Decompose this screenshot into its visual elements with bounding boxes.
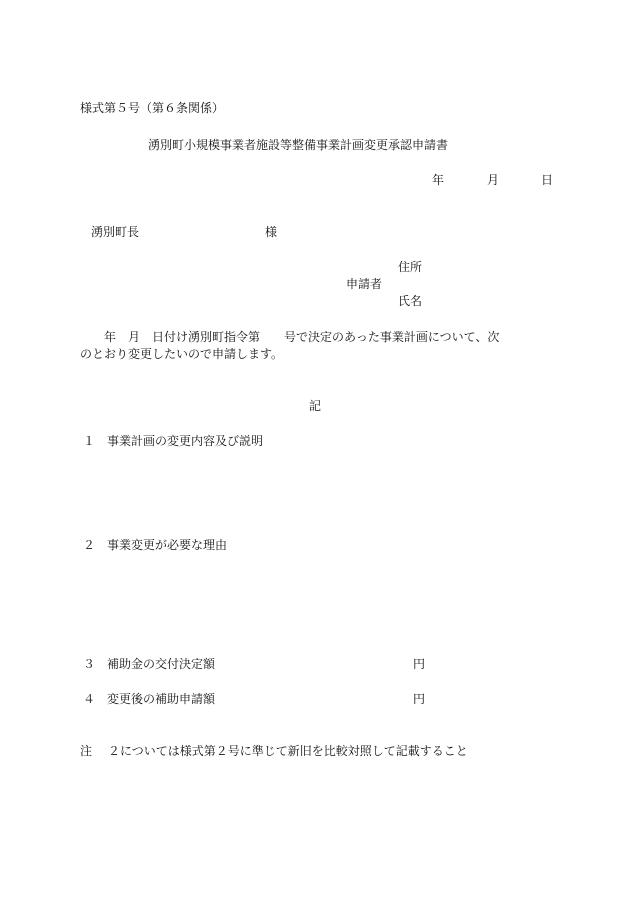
address-label: 住所	[398, 260, 423, 274]
note-label: 注	[80, 744, 93, 758]
item-1-number: １	[83, 434, 96, 448]
addressee-name: 湧別町長	[91, 225, 140, 239]
item-3-label: 補助金の交付決定額	[107, 657, 216, 671]
ki-heading: 記	[309, 399, 322, 413]
item-1-label: 事業計画の変更内容及び説明	[107, 434, 264, 448]
name-label: 氏名	[398, 294, 423, 308]
note-text: ２については様式第２号に準じて新旧を比較対照して記載すること	[108, 744, 468, 758]
document-title: 湧別町小規模事業者施設等整備事業計画変更承認申請書	[148, 138, 449, 152]
applicant-label: 申請者	[346, 277, 383, 291]
item-2-number: ２	[83, 538, 96, 552]
form-number: 様式第５号（第６条関係）	[80, 101, 225, 115]
addressee-honorific: 様	[265, 225, 278, 239]
item-2-label: 事業変更が必要な理由	[107, 538, 228, 552]
item-4-number: ４	[83, 692, 96, 706]
date-day: 日	[541, 173, 554, 187]
body-text-line2: のとおり変更したいので申請します。	[80, 347, 284, 361]
item-3-number: ３	[83, 657, 96, 671]
date-month: 月	[487, 173, 500, 187]
date-year: 年	[432, 173, 445, 187]
body-text-line1: 年 月 日付け湧別町指令第 号で決定のあった事業計画について、次	[92, 330, 500, 344]
item-3-unit: 円	[413, 657, 426, 671]
item-4-label: 変更後の補助申請額	[107, 692, 216, 706]
item-4-unit: 円	[413, 692, 426, 706]
